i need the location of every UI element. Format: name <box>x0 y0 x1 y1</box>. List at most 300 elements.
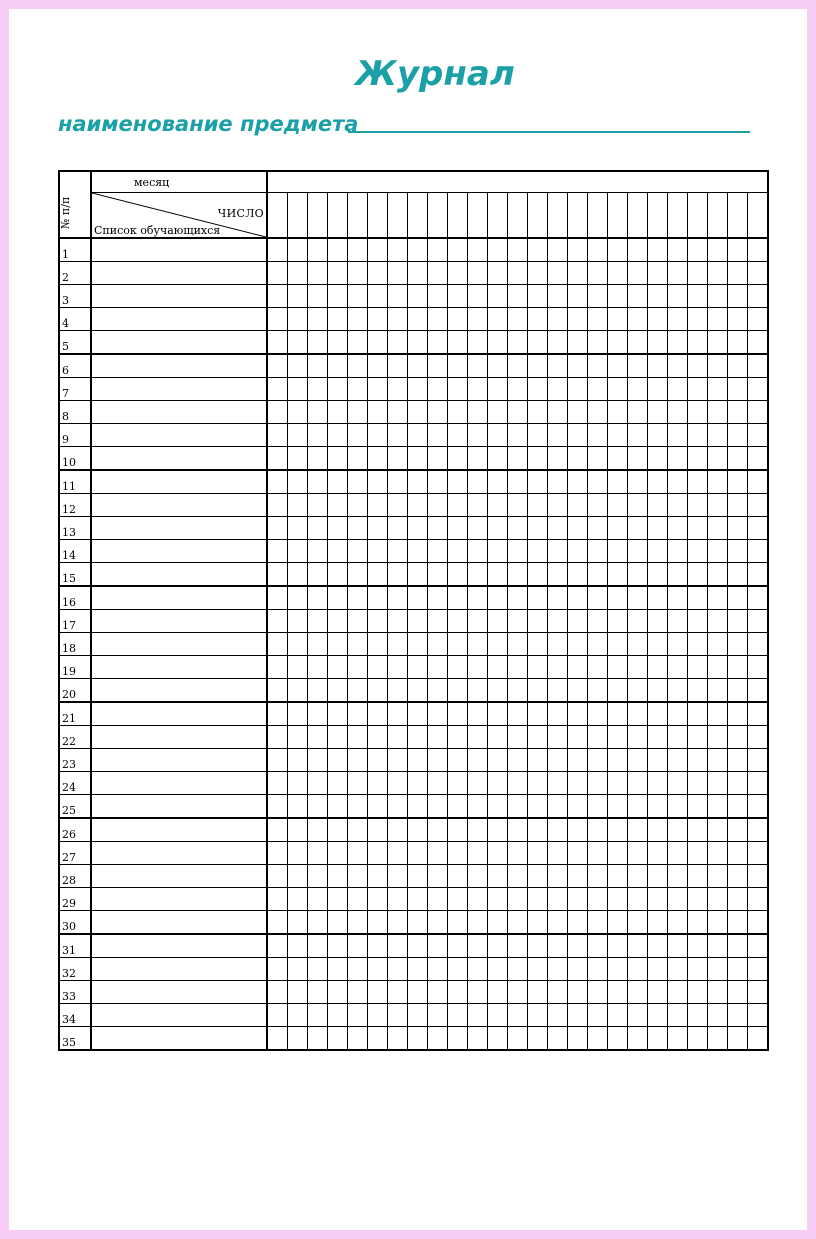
grade-cell[interactable] <box>728 1027 748 1051</box>
grade-cell[interactable] <box>728 586 748 610</box>
grade-cell[interactable] <box>468 238 488 262</box>
grade-cell[interactable] <box>588 772 608 795</box>
grade-cell[interactable] <box>528 610 548 633</box>
grade-cell[interactable] <box>368 795 388 819</box>
grade-cell[interactable] <box>708 818 728 842</box>
grade-cell[interactable] <box>628 401 648 424</box>
grade-cell[interactable] <box>488 470 508 494</box>
grade-cell[interactable] <box>348 447 368 471</box>
grade-cell[interactable] <box>728 818 748 842</box>
grade-cell[interactable] <box>628 749 648 772</box>
grade-cell[interactable] <box>608 679 628 703</box>
grade-cell[interactable] <box>308 354 328 378</box>
grade-cell[interactable] <box>728 238 748 262</box>
student-name-cell[interactable] <box>91 354 267 378</box>
grade-cell[interactable] <box>748 795 769 819</box>
grade-cell[interactable] <box>428 262 448 285</box>
grade-cell[interactable] <box>267 818 288 842</box>
grade-cell[interactable] <box>608 865 628 888</box>
grade-cell[interactable] <box>508 378 528 401</box>
grade-cell[interactable] <box>528 308 548 331</box>
grade-cell[interactable] <box>708 308 728 331</box>
day-number-cell[interactable] <box>428 193 448 239</box>
grade-cell[interactable] <box>267 540 288 563</box>
grade-cell[interactable] <box>548 238 568 262</box>
day-number-cell[interactable] <box>408 193 428 239</box>
grade-cell[interactable] <box>708 470 728 494</box>
student-name-cell[interactable] <box>91 958 267 981</box>
grade-cell[interactable] <box>648 494 668 517</box>
grade-cell[interactable] <box>308 934 328 958</box>
grade-cell[interactable] <box>628 1027 648 1051</box>
grade-cell[interactable] <box>388 795 408 819</box>
grade-cell[interactable] <box>588 981 608 1004</box>
grade-cell[interactable] <box>568 331 588 355</box>
grade-cell[interactable] <box>388 540 408 563</box>
grade-cell[interactable] <box>588 842 608 865</box>
grade-cell[interactable] <box>728 540 748 563</box>
grade-cell[interactable] <box>288 424 308 447</box>
grade-cell[interactable] <box>548 865 568 888</box>
grade-cell[interactable] <box>448 610 468 633</box>
grade-cell[interactable] <box>428 1004 448 1027</box>
grade-cell[interactable] <box>628 610 648 633</box>
grade-cell[interactable] <box>488 911 508 935</box>
grade-cell[interactable] <box>348 401 368 424</box>
grade-cell[interactable] <box>348 865 368 888</box>
grade-cell[interactable] <box>267 981 288 1004</box>
grade-cell[interactable] <box>708 981 728 1004</box>
grade-cell[interactable] <box>648 818 668 842</box>
grade-cell[interactable] <box>528 795 548 819</box>
day-number-cell[interactable] <box>528 193 548 239</box>
grade-cell[interactable] <box>628 679 648 703</box>
grade-cell[interactable] <box>267 888 288 911</box>
grade-cell[interactable] <box>468 795 488 819</box>
grade-cell[interactable] <box>608 818 628 842</box>
grade-cell[interactable] <box>388 424 408 447</box>
grade-cell[interactable] <box>708 331 728 355</box>
grade-cell[interactable] <box>688 586 708 610</box>
grade-cell[interactable] <box>328 610 348 633</box>
grade-cell[interactable] <box>388 656 408 679</box>
grade-cell[interactable] <box>428 424 448 447</box>
grade-cell[interactable] <box>708 494 728 517</box>
grade-cell[interactable] <box>548 424 568 447</box>
grade-cell[interactable] <box>388 749 408 772</box>
grade-cell[interactable] <box>668 610 688 633</box>
grade-cell[interactable] <box>608 795 628 819</box>
grade-cell[interactable] <box>608 586 628 610</box>
grade-cell[interactable] <box>748 911 769 935</box>
grade-cell[interactable] <box>628 378 648 401</box>
grade-cell[interactable] <box>588 378 608 401</box>
grade-cell[interactable] <box>468 308 488 331</box>
grade-cell[interactable] <box>748 679 769 703</box>
grade-cell[interactable] <box>288 795 308 819</box>
grade-cell[interactable] <box>708 842 728 865</box>
grade-cell[interactable] <box>308 865 328 888</box>
grade-cell[interactable] <box>388 958 408 981</box>
grade-cell[interactable] <box>688 1027 708 1051</box>
grade-cell[interactable] <box>608 262 628 285</box>
grade-cell[interactable] <box>368 238 388 262</box>
grade-cell[interactable] <box>588 749 608 772</box>
grade-cell[interactable] <box>528 378 548 401</box>
grade-cell[interactable] <box>308 262 328 285</box>
grade-cell[interactable] <box>267 586 288 610</box>
grade-cell[interactable] <box>448 749 468 772</box>
grade-cell[interactable] <box>308 842 328 865</box>
day-number-cell[interactable] <box>267 193 288 239</box>
grade-cell[interactable] <box>428 401 448 424</box>
grade-cell[interactable] <box>388 470 408 494</box>
grade-cell[interactable] <box>568 865 588 888</box>
grade-cell[interactable] <box>468 401 488 424</box>
grade-cell[interactable] <box>628 888 648 911</box>
grade-cell[interactable] <box>508 1027 528 1051</box>
grade-cell[interactable] <box>708 354 728 378</box>
grade-cell[interactable] <box>688 772 708 795</box>
grade-cell[interactable] <box>348 540 368 563</box>
grade-cell[interactable] <box>708 702 728 726</box>
month-value-cell[interactable] <box>267 171 768 193</box>
grade-cell[interactable] <box>708 540 728 563</box>
day-number-cell[interactable] <box>728 193 748 239</box>
grade-cell[interactable] <box>388 726 408 749</box>
grade-cell[interactable] <box>688 911 708 935</box>
grade-cell[interactable] <box>348 494 368 517</box>
grade-cell[interactable] <box>328 911 348 935</box>
grade-cell[interactable] <box>728 842 748 865</box>
grade-cell[interactable] <box>588 401 608 424</box>
grade-cell[interactable] <box>708 1027 728 1051</box>
grade-cell[interactable] <box>608 494 628 517</box>
grade-cell[interactable] <box>388 517 408 540</box>
grade-cell[interactable] <box>648 308 668 331</box>
grade-cell[interactable] <box>688 262 708 285</box>
grade-cell[interactable] <box>408 285 428 308</box>
grade-cell[interactable] <box>668 285 688 308</box>
grade-cell[interactable] <box>488 726 508 749</box>
grade-cell[interactable] <box>588 494 608 517</box>
grade-cell[interactable] <box>408 331 428 355</box>
grade-cell[interactable] <box>648 679 668 703</box>
grade-cell[interactable] <box>408 378 428 401</box>
grade-cell[interactable] <box>688 702 708 726</box>
grade-cell[interactable] <box>368 262 388 285</box>
grade-cell[interactable] <box>448 401 468 424</box>
grade-cell[interactable] <box>548 285 568 308</box>
grade-cell[interactable] <box>368 401 388 424</box>
grade-cell[interactable] <box>408 865 428 888</box>
grade-cell[interactable] <box>548 1004 568 1027</box>
grade-cell[interactable] <box>748 262 769 285</box>
grade-cell[interactable] <box>468 702 488 726</box>
grade-cell[interactable] <box>368 424 388 447</box>
grade-cell[interactable] <box>728 494 748 517</box>
grade-cell[interactable] <box>668 262 688 285</box>
grade-cell[interactable] <box>628 494 648 517</box>
grade-cell[interactable] <box>568 934 588 958</box>
grade-cell[interactable] <box>568 911 588 935</box>
grade-cell[interactable] <box>348 818 368 842</box>
grade-cell[interactable] <box>668 981 688 1004</box>
grade-cell[interactable] <box>448 285 468 308</box>
grade-cell[interactable] <box>628 470 648 494</box>
grade-cell[interactable] <box>408 610 428 633</box>
grade-cell[interactable] <box>448 424 468 447</box>
grade-cell[interactable] <box>288 1027 308 1051</box>
grade-cell[interactable] <box>708 563 728 587</box>
grade-cell[interactable] <box>748 401 769 424</box>
grade-cell[interactable] <box>588 702 608 726</box>
grade-cell[interactable] <box>528 679 548 703</box>
grade-cell[interactable] <box>488 958 508 981</box>
grade-cell[interactable] <box>408 262 428 285</box>
grade-cell[interactable] <box>267 308 288 331</box>
grade-cell[interactable] <box>608 540 628 563</box>
grade-cell[interactable] <box>468 818 488 842</box>
grade-cell[interactable] <box>288 378 308 401</box>
grade-cell[interactable] <box>748 563 769 587</box>
grade-cell[interactable] <box>608 447 628 471</box>
grade-cell[interactable] <box>368 517 388 540</box>
day-number-cell[interactable] <box>568 193 588 239</box>
grade-cell[interactable] <box>288 586 308 610</box>
day-number-cell[interactable] <box>648 193 668 239</box>
grade-cell[interactable] <box>628 772 648 795</box>
grade-cell[interactable] <box>448 772 468 795</box>
grade-cell[interactable] <box>308 726 328 749</box>
grade-cell[interactable] <box>368 285 388 308</box>
grade-cell[interactable] <box>448 633 468 656</box>
grade-cell[interactable] <box>568 424 588 447</box>
grade-cell[interactable] <box>508 981 528 1004</box>
grade-cell[interactable] <box>428 795 448 819</box>
grade-cell[interactable] <box>588 1004 608 1027</box>
grade-cell[interactable] <box>568 354 588 378</box>
grade-cell[interactable] <box>488 610 508 633</box>
grade-cell[interactable] <box>368 470 388 494</box>
grade-cell[interactable] <box>588 470 608 494</box>
grade-cell[interactable] <box>628 911 648 935</box>
grade-cell[interactable] <box>328 1027 348 1051</box>
grade-cell[interactable] <box>508 610 528 633</box>
grade-cell[interactable] <box>267 378 288 401</box>
grade-cell[interactable] <box>708 749 728 772</box>
grade-cell[interactable] <box>488 818 508 842</box>
grade-cell[interactable] <box>628 285 648 308</box>
grade-cell[interactable] <box>668 865 688 888</box>
grade-cell[interactable] <box>488 540 508 563</box>
grade-cell[interactable] <box>428 238 448 262</box>
grade-cell[interactable] <box>388 842 408 865</box>
grade-cell[interactable] <box>648 633 668 656</box>
grade-cell[interactable] <box>328 262 348 285</box>
grade-cell[interactable] <box>628 818 648 842</box>
grade-cell[interactable] <box>608 563 628 587</box>
grade-cell[interactable] <box>568 378 588 401</box>
grade-cell[interactable] <box>348 633 368 656</box>
grade-cell[interactable] <box>468 958 488 981</box>
grade-cell[interactable] <box>348 981 368 1004</box>
grade-cell[interactable] <box>448 888 468 911</box>
grade-cell[interactable] <box>628 424 648 447</box>
grade-cell[interactable] <box>688 354 708 378</box>
grade-cell[interactable] <box>408 726 428 749</box>
grade-cell[interactable] <box>348 772 368 795</box>
grade-cell[interactable] <box>448 934 468 958</box>
grade-cell[interactable] <box>308 470 328 494</box>
grade-cell[interactable] <box>408 656 428 679</box>
student-name-cell[interactable] <box>91 424 267 447</box>
student-name-cell[interactable] <box>91 470 267 494</box>
grade-cell[interactable] <box>668 1027 688 1051</box>
grade-cell[interactable] <box>468 494 488 517</box>
grade-cell[interactable] <box>488 679 508 703</box>
grade-cell[interactable] <box>748 1004 769 1027</box>
grade-cell[interactable] <box>648 540 668 563</box>
grade-cell[interactable] <box>668 1004 688 1027</box>
grade-cell[interactable] <box>748 958 769 981</box>
grade-cell[interactable] <box>688 331 708 355</box>
student-name-cell[interactable] <box>91 934 267 958</box>
grade-cell[interactable] <box>648 586 668 610</box>
grade-cell[interactable] <box>508 262 528 285</box>
grade-cell[interactable] <box>448 262 468 285</box>
grade-cell[interactable] <box>548 354 568 378</box>
grade-cell[interactable] <box>348 563 368 587</box>
grade-cell[interactable] <box>648 1027 668 1051</box>
grade-cell[interactable] <box>608 981 628 1004</box>
day-number-cell[interactable] <box>628 193 648 239</box>
grade-cell[interactable] <box>368 911 388 935</box>
grade-cell[interactable] <box>267 656 288 679</box>
grade-cell[interactable] <box>548 934 568 958</box>
grade-cell[interactable] <box>288 447 308 471</box>
grade-cell[interactable] <box>488 308 508 331</box>
grade-cell[interactable] <box>348 934 368 958</box>
grade-cell[interactable] <box>328 818 348 842</box>
grade-cell[interactable] <box>608 772 628 795</box>
grade-cell[interactable] <box>728 308 748 331</box>
grade-cell[interactable] <box>728 378 748 401</box>
day-number-cell[interactable] <box>748 193 769 239</box>
grade-cell[interactable] <box>368 981 388 1004</box>
grade-cell[interactable] <box>668 911 688 935</box>
grade-cell[interactable] <box>348 517 368 540</box>
grade-cell[interactable] <box>728 470 748 494</box>
grade-cell[interactable] <box>468 586 488 610</box>
grade-cell[interactable] <box>328 1004 348 1027</box>
grade-cell[interactable] <box>468 679 488 703</box>
grade-cell[interactable] <box>648 981 668 1004</box>
grade-cell[interactable] <box>308 447 328 471</box>
grade-cell[interactable] <box>488 842 508 865</box>
grade-cell[interactable] <box>708 610 728 633</box>
grade-cell[interactable] <box>748 888 769 911</box>
grade-cell[interactable] <box>368 494 388 517</box>
grade-cell[interactable] <box>468 331 488 355</box>
grade-cell[interactable] <box>428 378 448 401</box>
grade-cell[interactable] <box>328 424 348 447</box>
day-number-cell[interactable] <box>668 193 688 239</box>
grade-cell[interactable] <box>428 517 448 540</box>
grade-cell[interactable] <box>448 795 468 819</box>
grade-cell[interactable] <box>568 726 588 749</box>
grade-cell[interactable] <box>548 702 568 726</box>
grade-cell[interactable] <box>308 401 328 424</box>
grade-cell[interactable] <box>388 1027 408 1051</box>
grade-cell[interactable] <box>508 749 528 772</box>
grade-cell[interactable] <box>528 749 548 772</box>
student-name-cell[interactable] <box>91 540 267 563</box>
grade-cell[interactable] <box>328 934 348 958</box>
grade-cell[interactable] <box>408 354 428 378</box>
grade-cell[interactable] <box>608 702 628 726</box>
grade-cell[interactable] <box>608 842 628 865</box>
grade-cell[interactable] <box>368 447 388 471</box>
grade-cell[interactable] <box>708 262 728 285</box>
grade-cell[interactable] <box>528 354 548 378</box>
grade-cell[interactable] <box>267 842 288 865</box>
grade-cell[interactable] <box>368 540 388 563</box>
grade-cell[interactable] <box>728 981 748 1004</box>
grade-cell[interactable] <box>688 656 708 679</box>
grade-cell[interactable] <box>428 354 448 378</box>
grade-cell[interactable] <box>668 563 688 587</box>
grade-cell[interactable] <box>488 981 508 1004</box>
grade-cell[interactable] <box>388 378 408 401</box>
grade-cell[interactable] <box>628 842 648 865</box>
grade-cell[interactable] <box>288 865 308 888</box>
grade-cell[interactable] <box>468 540 488 563</box>
grade-cell[interactable] <box>688 401 708 424</box>
grade-cell[interactable] <box>448 1004 468 1027</box>
grade-cell[interactable] <box>548 610 568 633</box>
grade-cell[interactable] <box>528 633 548 656</box>
grade-cell[interactable] <box>348 354 368 378</box>
grade-cell[interactable] <box>668 494 688 517</box>
grade-cell[interactable] <box>708 726 728 749</box>
grade-cell[interactable] <box>608 1027 628 1051</box>
grade-cell[interactable] <box>428 610 448 633</box>
grade-cell[interactable] <box>368 865 388 888</box>
grade-cell[interactable] <box>348 702 368 726</box>
grade-cell[interactable] <box>648 726 668 749</box>
student-name-cell[interactable] <box>91 888 267 911</box>
subject-fill-line[interactable] <box>348 131 750 133</box>
grade-cell[interactable] <box>488 331 508 355</box>
grade-cell[interactable] <box>288 888 308 911</box>
grade-cell[interactable] <box>568 238 588 262</box>
grade-cell[interactable] <box>428 656 448 679</box>
grade-cell[interactable] <box>328 749 348 772</box>
grade-cell[interactable] <box>668 331 688 355</box>
grade-cell[interactable] <box>628 238 648 262</box>
grade-cell[interactable] <box>348 726 368 749</box>
grade-cell[interactable] <box>628 354 648 378</box>
grade-cell[interactable] <box>728 424 748 447</box>
day-number-cell[interactable] <box>448 193 468 239</box>
day-number-cell[interactable] <box>548 193 568 239</box>
grade-cell[interactable] <box>608 726 628 749</box>
grade-cell[interactable] <box>308 378 328 401</box>
grade-cell[interactable] <box>568 818 588 842</box>
grade-cell[interactable] <box>408 1004 428 1027</box>
grade-cell[interactable] <box>648 865 668 888</box>
